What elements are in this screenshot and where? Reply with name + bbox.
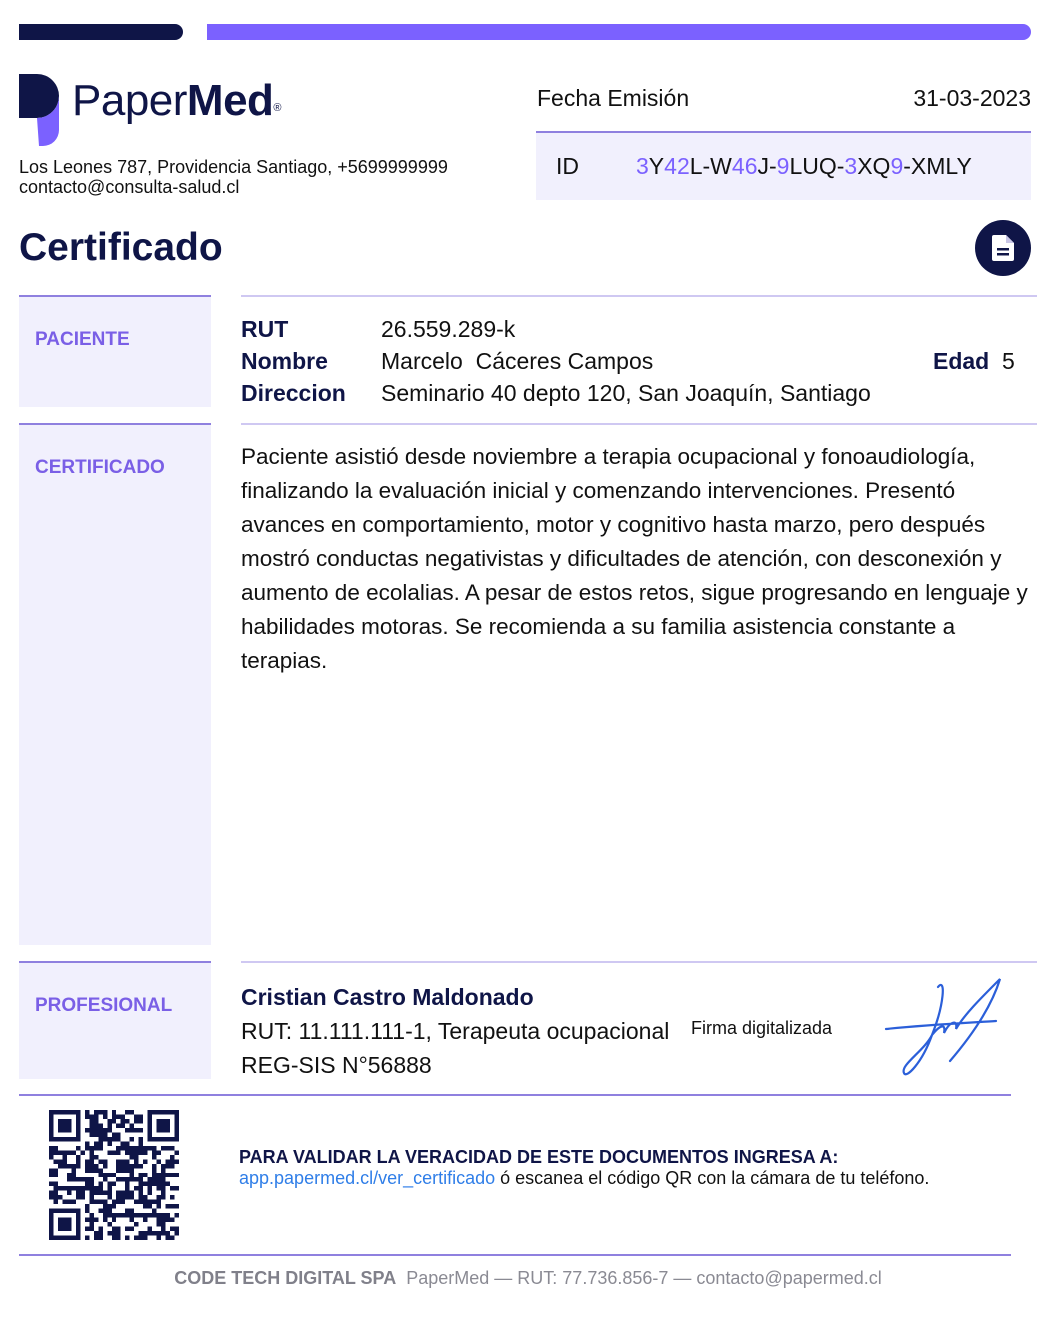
section-title: PACIENTE — [35, 329, 130, 350]
patient-name-row — [241, 348, 653, 375]
patient-age — [933, 348, 1015, 375]
section-title: CERTIFICADO — [35, 457, 165, 478]
id-value: 3Y42L-W46J-9LUQ-3XQ9-XMLY — [636, 153, 972, 179]
qr-code[interactable] — [49, 1110, 179, 1240]
professional-info — [241, 980, 669, 1082]
age-label: Edad — [933, 348, 990, 374]
validation-heading: PARA VALIDAR LA VERACIDAD DE ESTE DOCUMENTOS INGRESA A: — [239, 1147, 839, 1167]
validation-link[interactable]: app.papermed.cl/ver_certificado — [239, 1168, 496, 1188]
document-button[interactable] — [975, 220, 1031, 276]
document-icon — [992, 235, 1014, 261]
id-label: ID — [556, 153, 579, 179]
issue-date-label: Fecha Emisión — [537, 85, 690, 111]
professional-rut: RUT: 11.111.111-1, Terapeuta ocupacional — [241, 1018, 670, 1044]
rut-value: 26.559.289-k — [381, 316, 516, 342]
patient-rut-row — [241, 316, 515, 343]
brand-logo — [72, 76, 281, 126]
papermed-logo-icon — [19, 74, 61, 146]
section-title: PROFESIONAL — [35, 995, 173, 1016]
footer-text: PaperMed — RUT: 77.736.856-7 — contacto@papermed.cl — [406, 1268, 882, 1288]
section-label-professional — [19, 961, 211, 1079]
header-bar-dark — [19, 24, 183, 40]
header-bar-accent — [207, 24, 1031, 40]
rut-label: RUT — [241, 316, 289, 342]
signature-image — [884, 975, 1009, 1083]
clinic-address: Los Leones 787, Providencia Santiago, +5699999999 — [19, 157, 448, 177]
divider — [19, 1254, 1011, 1256]
name-label: Nombre — [241, 348, 328, 374]
patient-address-row — [241, 380, 871, 407]
footer-company: CODE TECH DIGITAL SPA — [174, 1268, 397, 1288]
clinic-email: contacto@consulta-salud.cl — [19, 177, 240, 197]
brand-reg: ® — [273, 102, 282, 114]
document-id-box — [536, 131, 1031, 200]
professional-reg: REG-SIS N°56888 — [241, 1052, 432, 1078]
page-title: Certificado — [19, 226, 223, 269]
name-value: Marcelo Cáceres Campos — [381, 348, 654, 374]
validation-text: ó escanea el código QR con la cámara de tu teléfono. — [495, 1168, 930, 1188]
issue-date: 31-03-2023 — [913, 85, 1031, 111]
section-label-certificate — [19, 423, 211, 945]
age-value: 5 — [1002, 348, 1015, 374]
address-label: Direccion — [241, 380, 346, 406]
divider — [241, 295, 1037, 297]
clinic-info — [19, 157, 448, 197]
divider — [241, 961, 1037, 963]
professional-name: Cristian Castro Maldonado — [241, 984, 534, 1010]
footer — [0, 1268, 1056, 1289]
section-label-patient — [19, 295, 211, 407]
brand-name-bold: Med — [186, 76, 274, 125]
validation-info — [239, 1147, 939, 1189]
divider — [241, 423, 1037, 425]
address-value: Seminario 40 depto 120, San Joaquín, Santiago — [381, 380, 871, 406]
certificate-text: Paciente asistió desde noviembre a terapia ocupacional y fonoaudiología, finalizando la evaluación inicial y comenzando intervenciones. Presentó avances en comportamiento, motor y cognitivo hasta marzo, pero después mostró conductas negativistas y dificultades de atención, con desconexión y aumento de ecolalias. A pesar de estos retos, sigue progresando en lenguaje y habilidades motoras. Se recomienda a su familia asistencia constante a terapias. — [241, 444, 1028, 673]
signature-label: Firma digitalizada — [691, 1018, 833, 1038]
divider — [19, 1094, 1011, 1096]
brand-name-light: Paper — [72, 76, 187, 125]
